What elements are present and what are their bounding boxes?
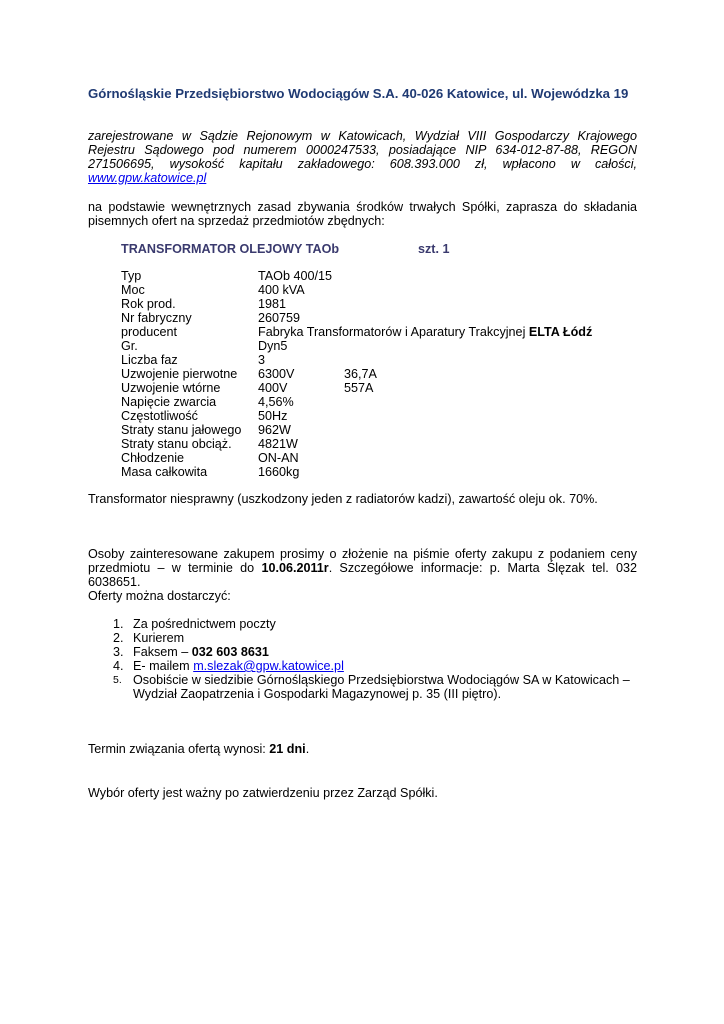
list-item xyxy=(88,673,637,701)
spec-value: 1660kg xyxy=(258,465,300,479)
list-number: 4. xyxy=(113,659,124,673)
spec-value: 400V xyxy=(258,381,288,395)
company-header: Górnośląskie Przedsiębiorstwo Wodociągów S.A. 40-026 Katowice, ul. Wojewódzka 19 xyxy=(88,86,629,101)
item-name: TRANSFORMATOR OLEJOWY TAOb xyxy=(121,242,340,256)
spec-label: Masa całkowita xyxy=(121,465,208,479)
spec-label: Uzwojenie wtórne xyxy=(121,381,221,395)
spec-value: 4821W xyxy=(258,437,298,451)
spec-value: 3 xyxy=(258,353,266,367)
binding-days: 21 dni xyxy=(269,742,306,756)
spec-value: 4,56% xyxy=(258,395,294,409)
spec-value: TAOb 400/15 xyxy=(258,269,332,283)
spec-label: Nr fabryczny xyxy=(121,311,192,325)
spec-value: 6300V xyxy=(258,367,295,381)
spec-value: 1981 xyxy=(258,297,287,311)
condition-note: Transformator niesprawny (uszkodzony jeden z radiatorów kadzi), zawartość oleju ok. 70%. xyxy=(88,492,598,506)
method-text: E- mailem xyxy=(133,659,194,673)
fax-number: 032 603 8631 xyxy=(191,645,269,659)
spec-value: 962W xyxy=(258,423,291,437)
list-number: 5. xyxy=(113,674,122,686)
list-number: 1. xyxy=(113,617,124,631)
registration-info xyxy=(88,129,637,185)
spec-value: 260759 xyxy=(258,311,301,325)
method-text: Kurierem xyxy=(133,631,185,645)
list-item xyxy=(88,617,637,631)
email-link[interactable]: m.slezak@gpw.katowice.pl xyxy=(193,659,344,673)
manufacturer-brand: ELTA Łódź xyxy=(528,325,593,339)
spec-label: Straty stanu jałowego xyxy=(121,423,242,437)
spec-label: Chłodzenie xyxy=(121,451,185,465)
approval-note: Wybór oferty jest ważny po zatwierdzeniu przez Zarząd Spółki. xyxy=(88,786,438,800)
spec-label: Napięcie zwarcia xyxy=(121,395,217,409)
delivery-methods-list xyxy=(88,617,637,701)
binding-text-after: . xyxy=(305,742,310,756)
spec-value: Dyn5 xyxy=(258,339,288,353)
spec-label: Typ xyxy=(121,269,142,283)
spec-label: producent xyxy=(121,325,178,339)
registration-text: zarejestrowane w Sądzie Rejonowym w Katowicach, Wydział VIII Gospodarczy Krajowego Rejestru Sądowego pod numerem 0000247533, posiadające NIP 634-012-87-88, REGON 271506695, wysokość kapitału zakładowego: 608.393.000 zł, wpłacono w całości, xyxy=(88,129,637,171)
spec-value: ON-AN xyxy=(258,451,299,465)
item-quantity: szt. 1 xyxy=(418,242,450,256)
offer-paragraph xyxy=(88,547,637,589)
list-item xyxy=(88,659,637,673)
method-text: Za pośrednictwem poczty xyxy=(133,617,276,631)
list-number: 2. xyxy=(113,631,124,645)
binding-period xyxy=(88,742,637,756)
offer-deadline: 10.06.2011r xyxy=(261,561,329,575)
binding-text-before: Termin związania ofertą wynosi: xyxy=(88,742,270,756)
spec-value-current: 36,7A xyxy=(344,367,377,381)
method-text: Osobiście w siedzibie Górnośląskiego Przedsiębiorstwa Wodociągów SA w Katowicach – Wydział Zaopatrzenia i Gospodarki Magazynowej p. 35 (III piętro). xyxy=(133,673,630,701)
spec-label: Uzwojenie pierwotne xyxy=(121,367,238,381)
spec-label: Gr. xyxy=(121,339,138,353)
delivery-intro: Oferty można dostarczyć: xyxy=(88,589,231,603)
spec-value: 400 kVA xyxy=(258,283,305,297)
offer-text-after: . Szczegółowe informacje: p. Marta Ślęzak tel. 032 6038651. xyxy=(88,561,638,589)
offer-text-before: Osoby zainteresowane zakupem prosimy o złożenie na piśmie oferty zakupu z podaniem ceny przedmiotu – w terminie do xyxy=(88,547,637,575)
spec-value-current: 557A xyxy=(344,381,374,395)
spec-value: 50Hz xyxy=(258,409,288,423)
spec-label: Liczba faz xyxy=(121,353,178,367)
list-number: 3. xyxy=(113,645,124,659)
method-text: Faksem – xyxy=(133,645,192,659)
list-item xyxy=(88,645,637,659)
spec-label: Straty stanu obciąż. xyxy=(121,437,232,451)
method-fax xyxy=(113,645,637,659)
spec-label: Częstotliwość xyxy=(121,409,198,423)
company-website-link[interactable]: www.gpw.katowice.pl xyxy=(88,171,207,185)
spec-label: Moc xyxy=(121,283,145,297)
list-item xyxy=(88,631,637,645)
manufacturer-name: Fabryka Transformatorów i Aparatury Trakcyjnej xyxy=(258,325,529,339)
spec-value-manufacturer xyxy=(258,325,592,339)
intro-paragraph: na podstawie wewnętrznych zasad zbywania środków trwałych Spółki, zaprasza do składania pisemnych ofert na sprzedaż przedmiotów zbędnych: xyxy=(88,200,637,228)
spec-label: Rok prod. xyxy=(121,297,176,311)
method-email xyxy=(113,659,637,673)
